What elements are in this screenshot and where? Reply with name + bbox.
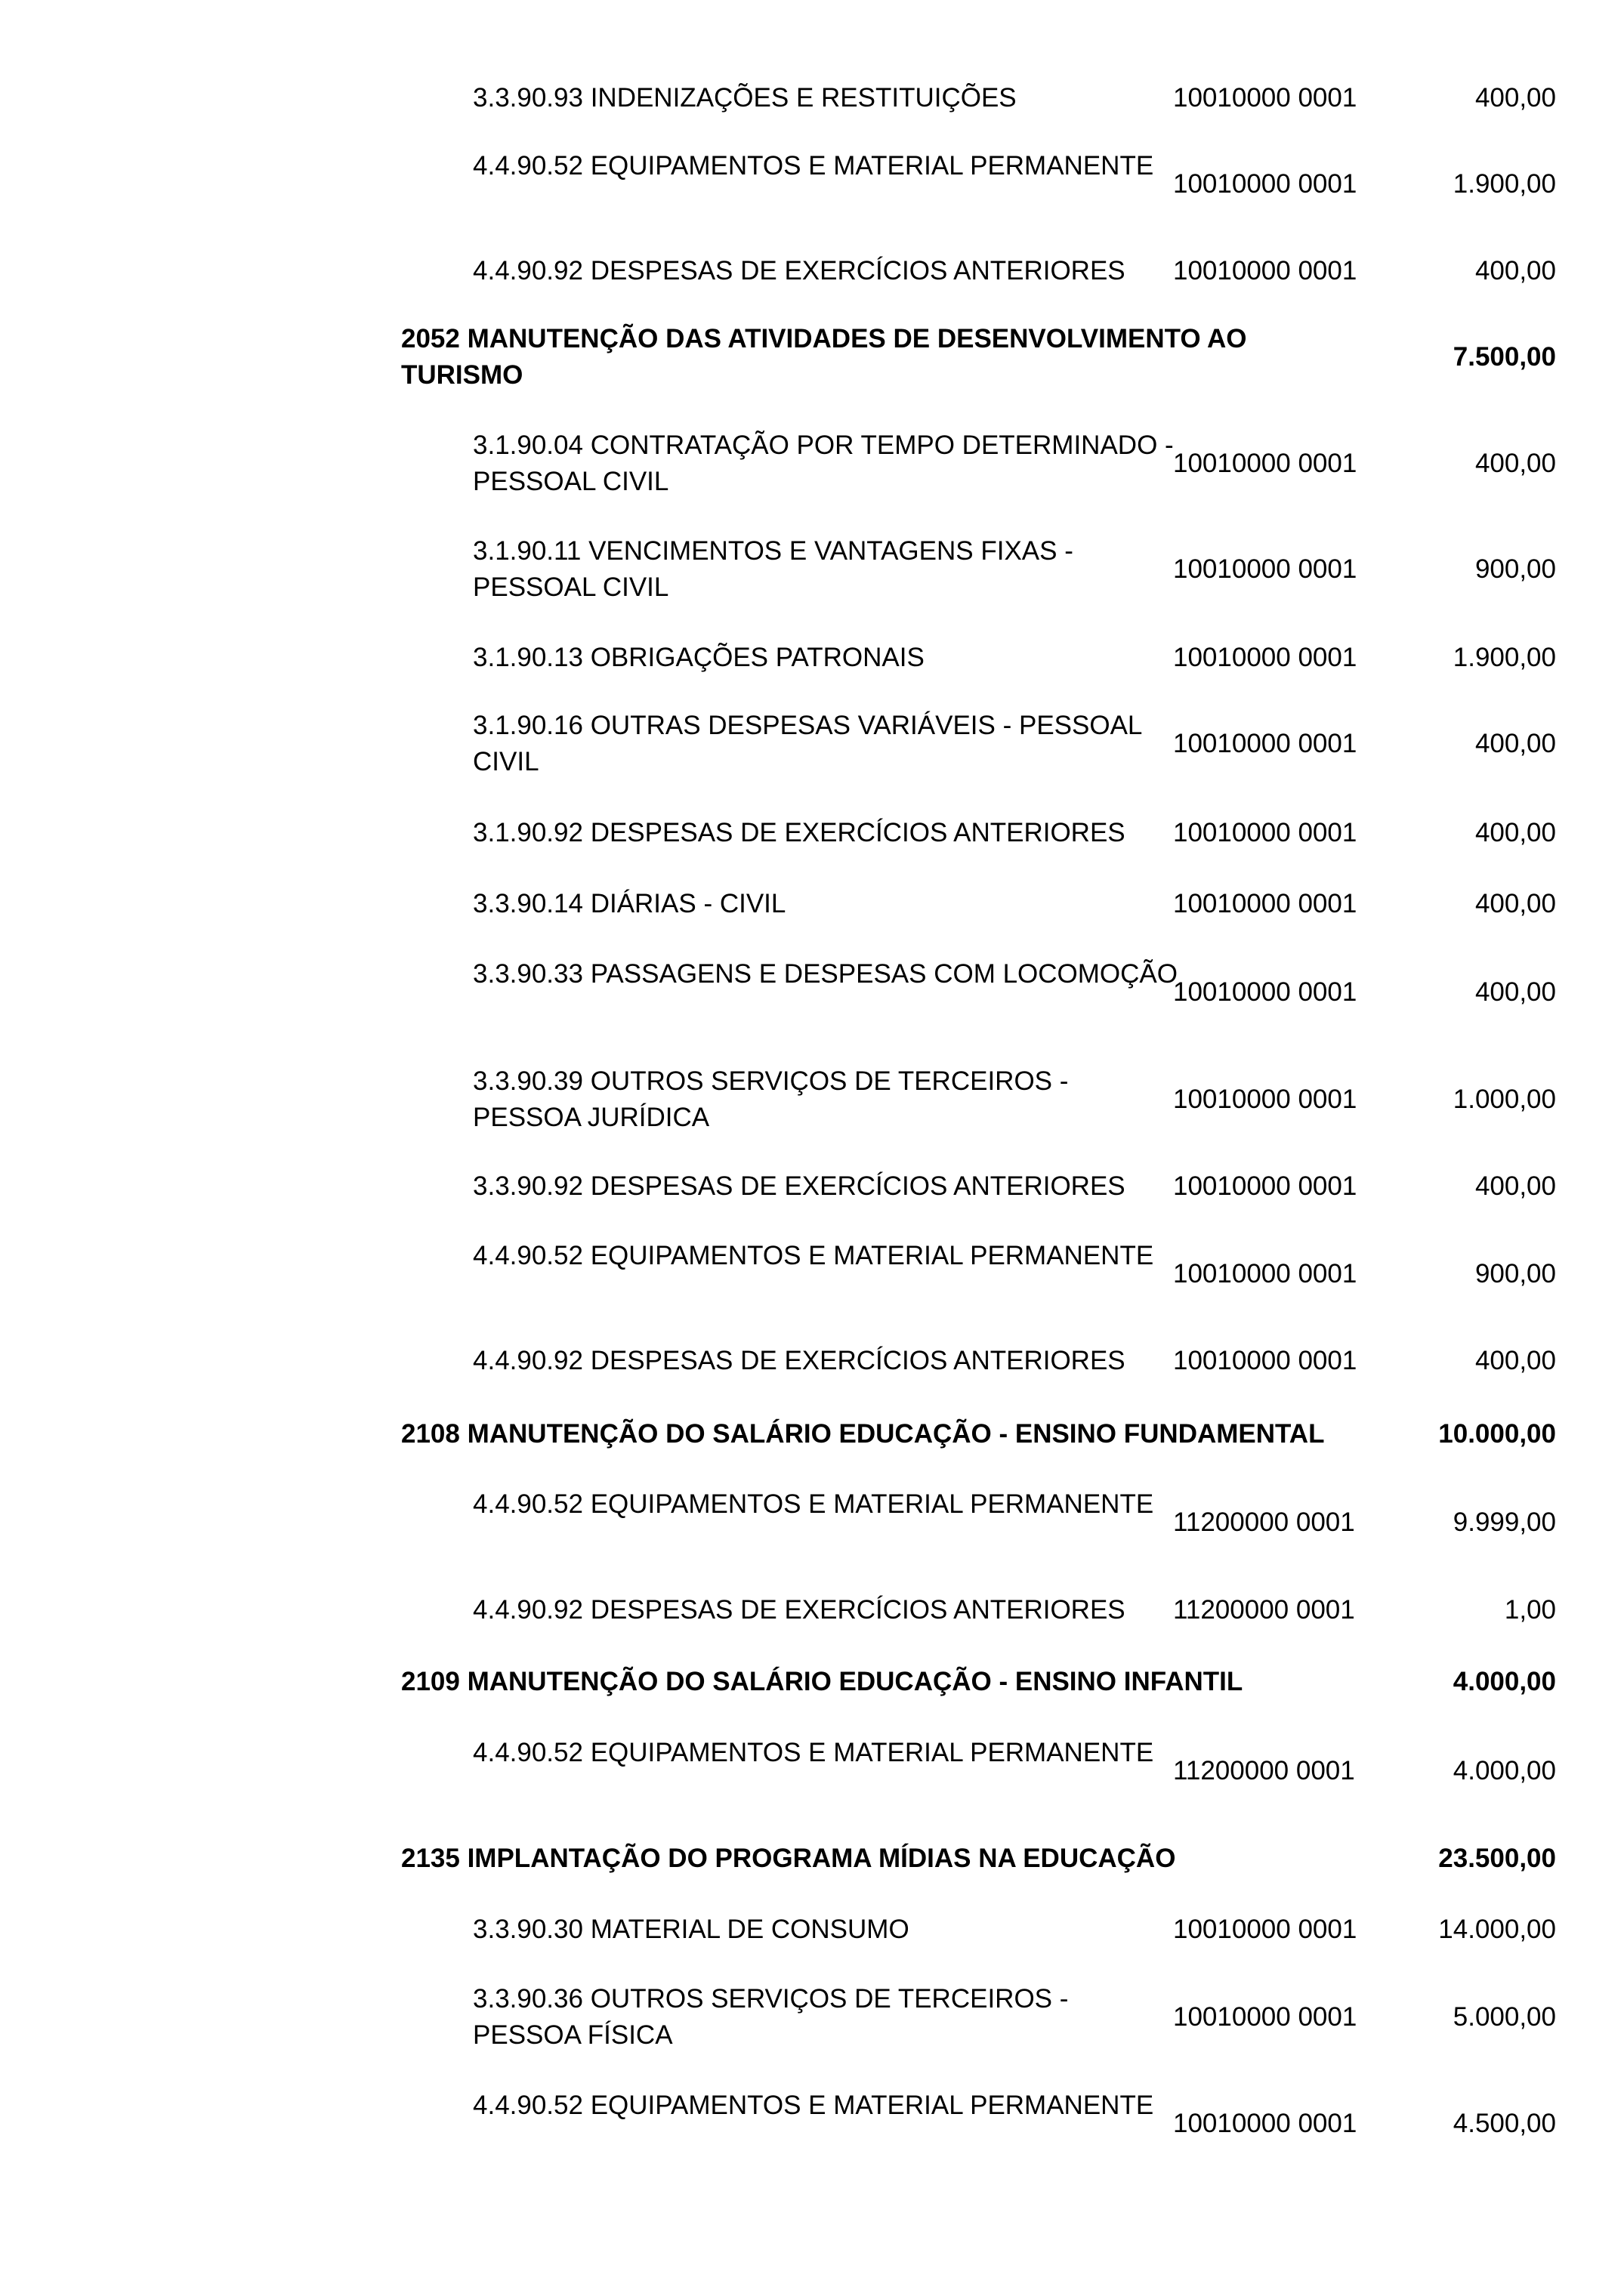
- expense-item-row: [0, 708, 1624, 780]
- expense-description: 4.4.90.52 EQUIPAMENTOS E MATERIAL PERMANENTE: [473, 151, 1154, 181]
- expense-item-row: [0, 1063, 1624, 1136]
- resource-source-code: 10010000 0001: [1173, 2109, 1357, 2138]
- resource-source-code: 10010000 0001: [1173, 554, 1357, 584]
- expense-description: 4.4.90.52 EQUIPAMENTOS E MATERIAL PERMANENTE: [473, 1738, 1154, 1767]
- expense-value: 5.000,00: [1453, 2002, 1556, 2032]
- expense-item-row: [0, 956, 1624, 1029]
- expense-description: 4.4.90.52 EQUIPAMENTOS E MATERIAL PERMANENTE: [473, 1489, 1154, 1519]
- action-total-value: 23.500,00: [1438, 1844, 1556, 1873]
- expense-description: 4.4.90.92 DESPESAS DE EXERCÍCIOS ANTERIORES: [473, 1595, 1125, 1625]
- expense-description: 3.3.90.39 OUTROS SERVIÇOS DE TERCEIROS - PESSOA JURÍDICA: [473, 1066, 1069, 1132]
- resource-source-code: 10010000 0001: [1173, 256, 1357, 285]
- expense-description: 3.1.90.04 CONTRATAÇÃO POR TEMPO DETERMINADO - PESSOAL CIVIL: [473, 430, 1174, 496]
- expense-value: 4.000,00: [1453, 1756, 1556, 1785]
- expense-item-row: [0, 2088, 1624, 2160]
- resource-source-code: 10010000 0001: [1173, 83, 1357, 113]
- action-description: 2108 MANUTENÇÃO DO SALÁRIO EDUCAÇÃO - ENSINO FUNDAMENTAL: [401, 1419, 1325, 1449]
- action-total-value: 10.000,00: [1438, 1419, 1556, 1449]
- expense-description: 3.3.90.36 OUTROS SERVIÇOS DE TERCEIROS - PESSOA FÍSICA: [473, 1984, 1069, 2050]
- expense-item-row: [0, 815, 1624, 851]
- expense-description: 3.3.90.30 MATERIAL DE CONSUMO: [473, 1915, 909, 1944]
- expense-value: 400,00: [1474, 889, 1556, 918]
- expense-value: 1.900,00: [1453, 643, 1556, 672]
- expense-item-row: [0, 80, 1624, 116]
- expense-value: 400,00: [1474, 256, 1556, 285]
- action-total-value: 4.000,00: [1453, 1667, 1556, 1696]
- expense-value: 400,00: [1474, 729, 1556, 758]
- expense-value: 1.000,00: [1453, 1085, 1556, 1114]
- expense-value: 9.999,00: [1453, 1508, 1556, 1537]
- expense-item-row: [0, 1238, 1624, 1310]
- action-description: 2052 MANUTENÇÃO DAS ATIVIDADES DE DESENVOLVIMENTO AO TURISMO: [401, 324, 1247, 390]
- resource-source-code: 10010000 0001: [1173, 889, 1357, 918]
- expense-item-row: [0, 1486, 1624, 1559]
- expense-value: 400,00: [1474, 83, 1556, 113]
- resource-source-code: 10010000 0001: [1173, 1346, 1357, 1375]
- expense-description: 4.4.90.92 DESPESAS DE EXERCÍCIOS ANTERIORES: [473, 256, 1125, 285]
- action-total-value: 7.500,00: [1453, 342, 1556, 372]
- expense-value: 400,00: [1474, 977, 1556, 1007]
- expense-description: 3.3.90.33 PASSAGENS E DESPESAS COM LOCOMOÇÃO: [473, 959, 1178, 989]
- resource-source-code: 10010000 0001: [1173, 2002, 1357, 2032]
- expense-description: 4.4.90.52 EQUIPAMENTOS E MATERIAL PERMANENTE: [473, 2091, 1154, 2120]
- expense-value: 1.900,00: [1453, 169, 1556, 199]
- resource-source-code: 10010000 0001: [1173, 729, 1357, 758]
- resource-source-code: 11200000 0001: [1173, 1508, 1355, 1537]
- expense-item-row: [0, 1343, 1624, 1379]
- resource-source-code: 10010000 0001: [1173, 1915, 1357, 1944]
- resource-source-code: 10010000 0001: [1173, 818, 1357, 847]
- expense-item-row: [0, 148, 1624, 221]
- resource-source-code: 10010000 0001: [1173, 1171, 1357, 1201]
- expense-value: 400,00: [1474, 1346, 1556, 1375]
- expense-value: 1,00: [1504, 1595, 1556, 1625]
- expense-item-row: [0, 1735, 1624, 1807]
- resource-source-code: 10010000 0001: [1173, 977, 1357, 1007]
- resource-source-code: 10010000 0001: [1173, 1085, 1357, 1114]
- expense-value: 400,00: [1474, 818, 1556, 847]
- action-group-row: [0, 1416, 1624, 1452]
- resource-source-code: 11200000 0001: [1173, 1595, 1355, 1625]
- expense-description: 3.1.90.16 OUTRAS DESPESAS VARIÁVEIS - PESSOAL CIVIL: [473, 711, 1142, 776]
- expense-item-row: [0, 427, 1624, 500]
- resource-source-code: 10010000 0001: [1173, 449, 1357, 478]
- expense-item-row: [0, 1981, 1624, 2054]
- expense-item-row: [0, 640, 1624, 676]
- expense-description: 3.3.90.14 DIÁRIAS - CIVIL: [473, 889, 786, 918]
- expense-value: 900,00: [1474, 554, 1556, 584]
- action-group-row: [0, 1841, 1624, 1877]
- expense-description: 4.4.90.52 EQUIPAMENTOS E MATERIAL PERMANENTE: [473, 1241, 1154, 1270]
- resource-source-code: 10010000 0001: [1173, 1259, 1357, 1288]
- expense-value: 900,00: [1474, 1259, 1556, 1288]
- expense-item-row: [0, 1912, 1624, 1948]
- expense-description: 3.1.90.13 OBRIGAÇÕES PATRONAIS: [473, 643, 925, 672]
- resource-source-code: 10010000 0001: [1173, 643, 1357, 672]
- expense-item-row: [0, 1592, 1624, 1628]
- action-description: 2135 IMPLANTAÇÃO DO PROGRAMA MÍDIAS NA EDUCAÇÃO: [401, 1844, 1176, 1873]
- expense-item-row: [0, 533, 1624, 606]
- expense-description: 4.4.90.92 DESPESAS DE EXERCÍCIOS ANTERIORES: [473, 1346, 1125, 1375]
- action-group-row: [0, 1664, 1624, 1700]
- resource-source-code: 10010000 0001: [1173, 169, 1357, 199]
- expense-item-row: [0, 886, 1624, 922]
- resource-source-code: 11200000 0001: [1173, 1756, 1355, 1785]
- expense-description: 3.1.90.92 DESPESAS DE EXERCÍCIOS ANTERIORES: [473, 818, 1125, 847]
- expense-item-row: [0, 253, 1624, 289]
- expense-value: 400,00: [1474, 449, 1556, 478]
- action-group-row: [0, 321, 1624, 393]
- expense-description: 3.1.90.11 VENCIMENTOS E VANTAGENS FIXAS - PESSOAL CIVIL: [473, 536, 1073, 602]
- expense-description: 3.3.90.92 DESPESAS DE EXERCÍCIOS ANTERIORES: [473, 1171, 1125, 1201]
- expense-value: 4.500,00: [1453, 2109, 1556, 2138]
- expense-value: 14.000,00: [1438, 1915, 1556, 1944]
- action-description: 2109 MANUTENÇÃO DO SALÁRIO EDUCAÇÃO - ENSINO INFANTIL: [401, 1667, 1243, 1696]
- expense-value: 400,00: [1474, 1171, 1556, 1201]
- expense-description: 3.3.90.93 INDENIZAÇÕES E RESTITUIÇÕES: [473, 83, 1017, 113]
- expense-item-row: [0, 1168, 1624, 1205]
